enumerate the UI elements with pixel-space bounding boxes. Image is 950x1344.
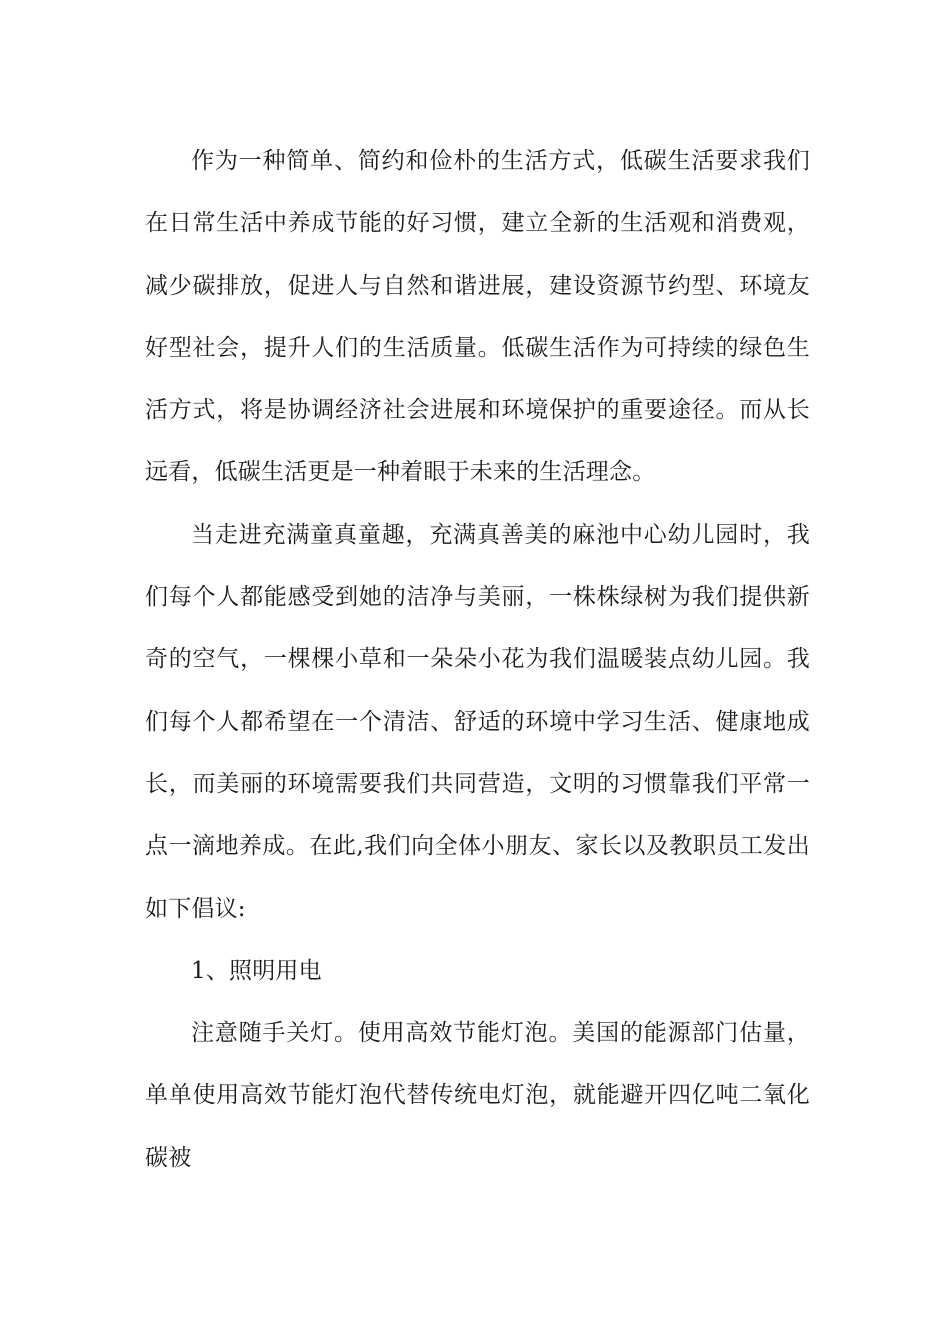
section-heading-lighting: 1、照明用电	[191, 957, 322, 984]
paragraph-kindergarten-initiative: 当走进充满童真童趣，充满真善美的麻池中心幼儿园时，我们每个人都能感受到她的洁净与美丽，一株株绿树为我们提供新奇的空气，一棵棵小草和一朵朵小花为我们温暖装点幼儿园。我们每个人都希望在一个清洁、舒适的环境中学习生活、健康地成长，而美丽的环境需要我们共同营造，文明的习惯靠我们平常一点一滴地养成。在此,我们向全体小朋友、家长以及教职员工发出如下倡议:	[145, 521, 810, 922]
paragraph-lighting-tips: 注意随手关灯。使用高效节能灯泡。美国的能源部门估量，单单使用高效节能灯泡代替传统电灯泡，就能避开四亿吨二氧化碳被	[145, 1020, 810, 1171]
document-body	[145, 130, 810, 1189]
paragraph-low-carbon-life: 作为一种简单、简约和俭朴的生活方式，低碳生活要求我们在日常生活中养成节能的好习惯，建立全新的生活观和消费观，减少碳排放，促进人与自然和谐进展，建设资源节约型、环境友好型社会，提升人们的生活质量。低碳生活作为可持续的绿色生活方式，将是协调经济社会进展和环境保护的重要途径。而从长远看，低碳生活更是一种着眼于未来的生活理念。	[145, 148, 810, 486]
